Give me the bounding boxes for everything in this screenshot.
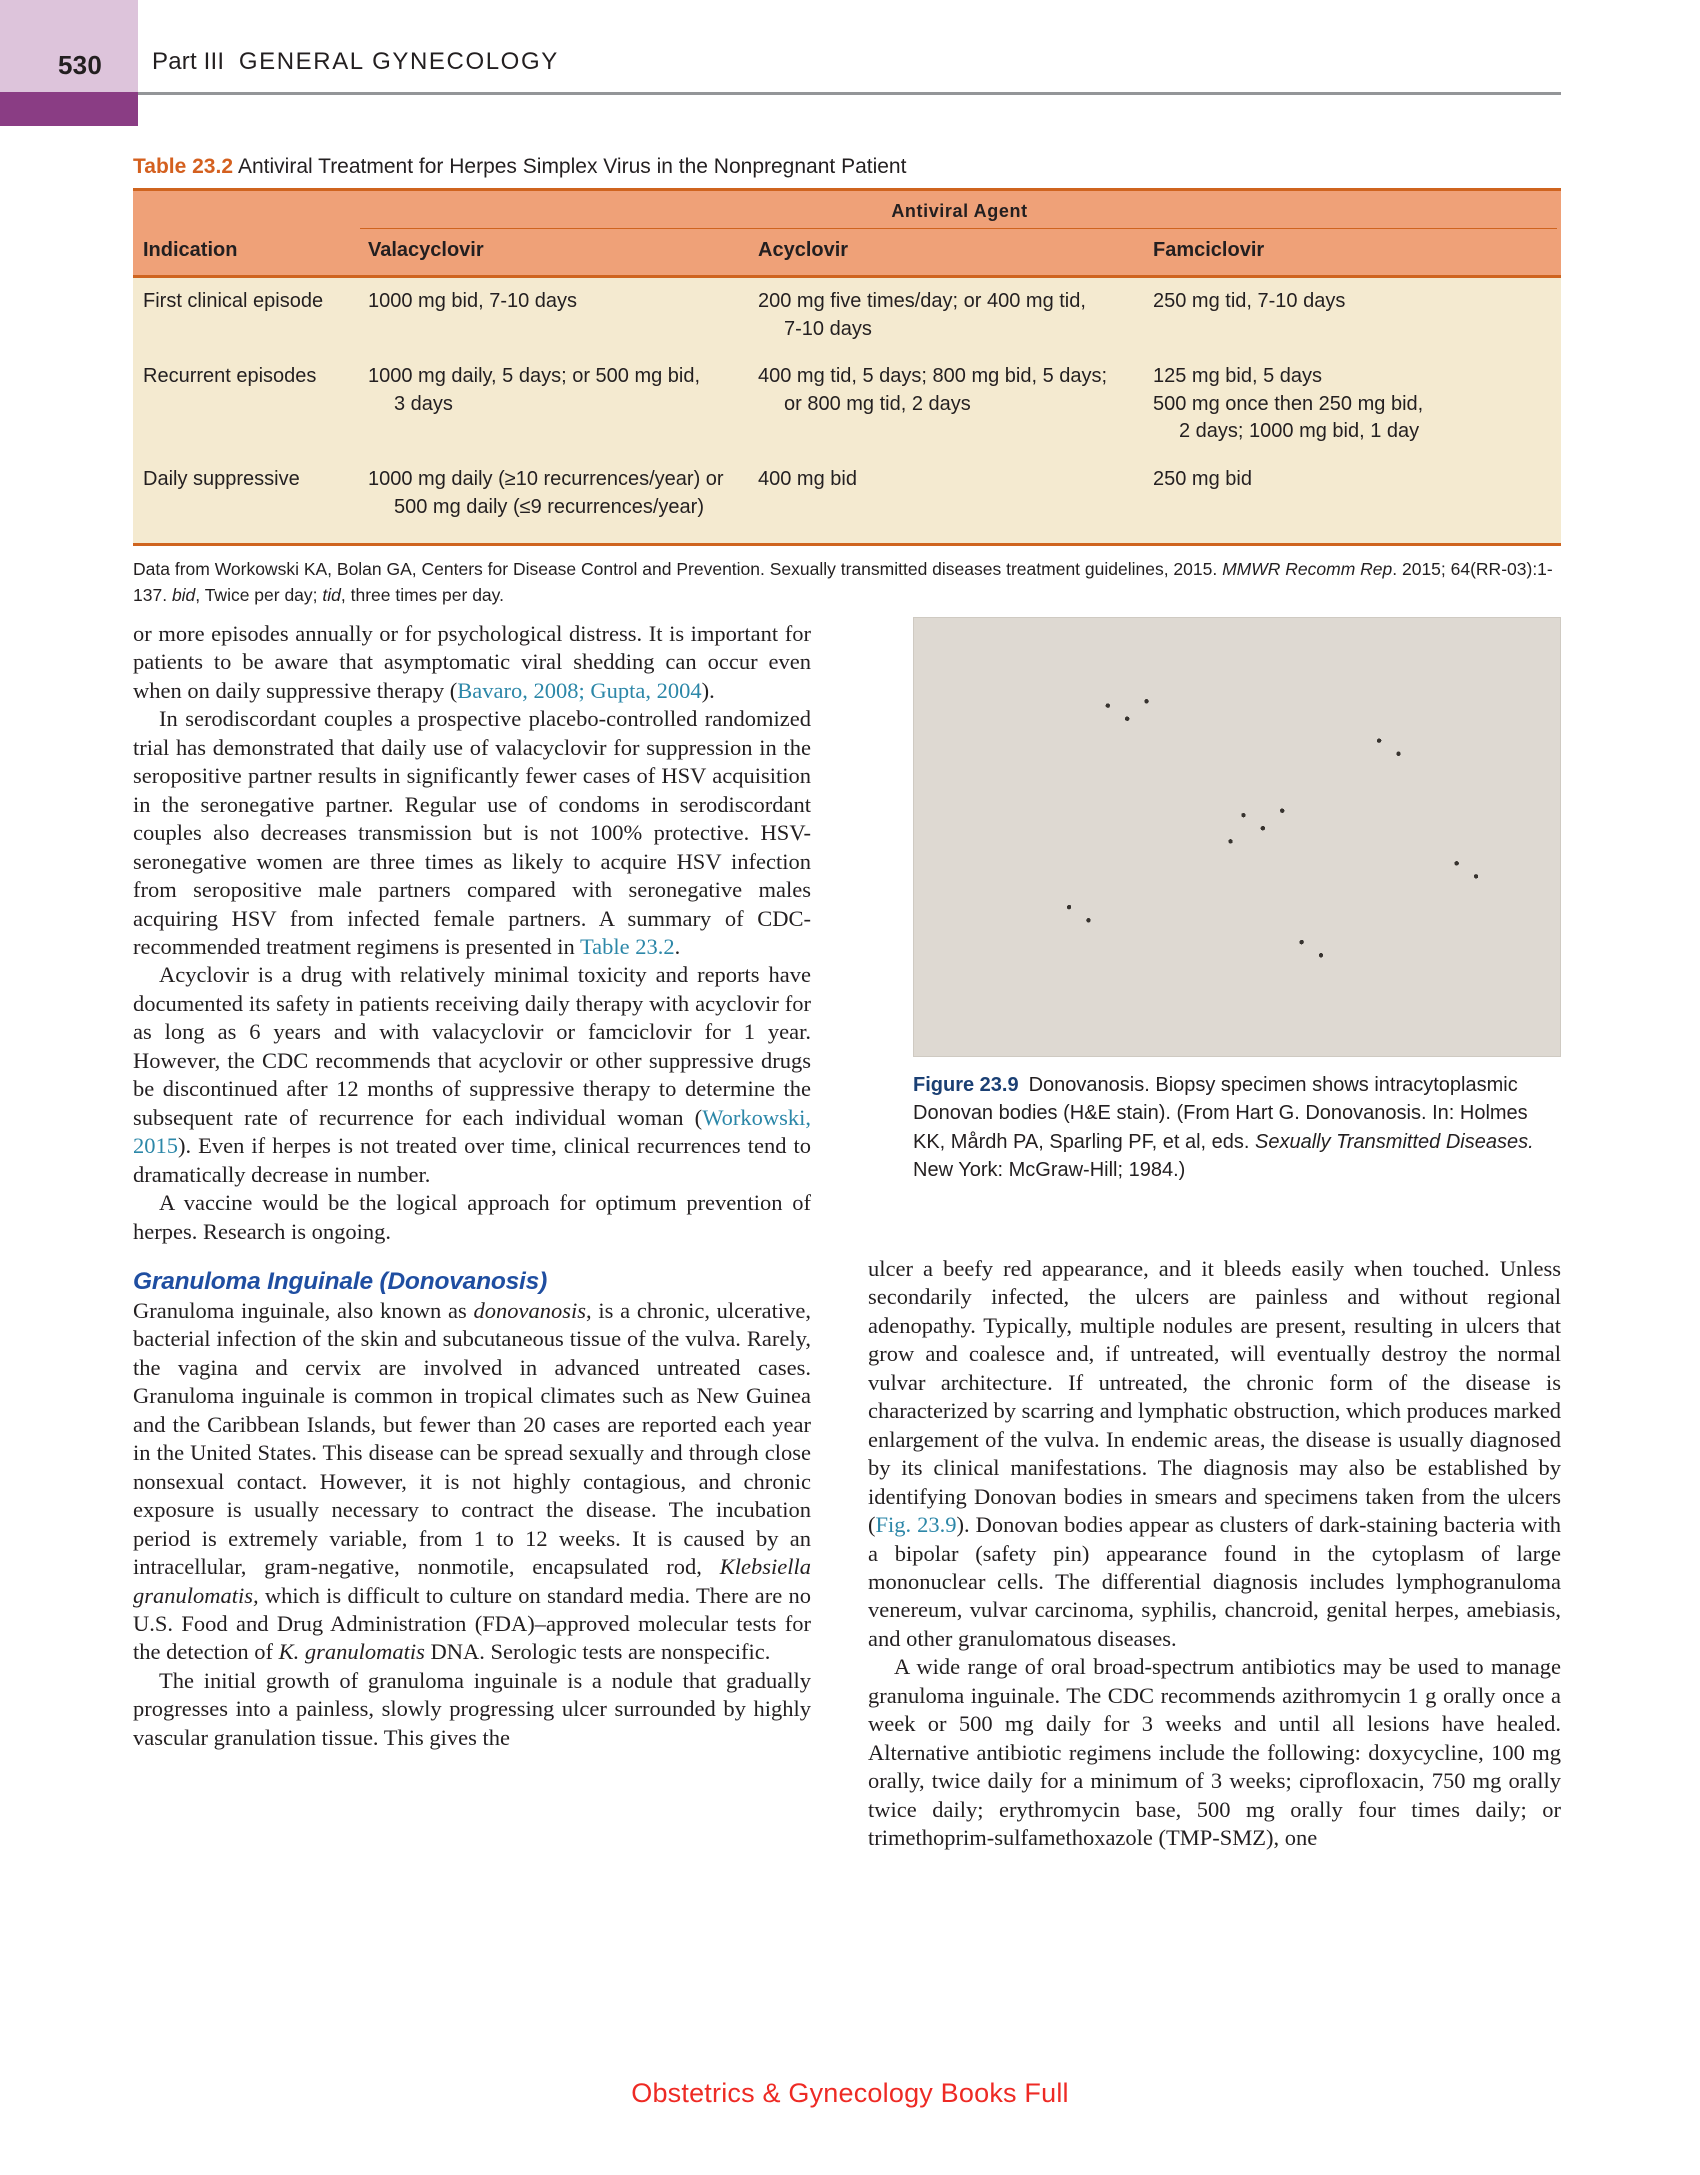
running-head-title xyxy=(152,48,559,76)
cell-indication: Daily suppressive xyxy=(133,456,358,543)
table-number: Table 23.2 xyxy=(133,155,233,178)
paragraph xyxy=(133,1297,811,1667)
italic-species-name: K. granulomatis xyxy=(278,1639,425,1665)
footer-watermark: Obstetrics & Gynecology Books Full xyxy=(631,2078,1069,2108)
column-header-valacyclovir: Valacyclovir xyxy=(358,229,748,277)
figure-caption-book-title: Sexually Transmitted Diseases. xyxy=(1255,1130,1534,1153)
group-header-spacer xyxy=(133,190,358,230)
cell-line: 500 mg daily (≤9 recurrences/year) xyxy=(394,495,704,518)
source-text: , Twice per day; xyxy=(195,584,323,605)
page-number: 530 xyxy=(58,50,102,80)
cell-line: 250 mg bid xyxy=(1153,467,1252,490)
paragraph: A wide range of oral broad-spectrum antibiotics may be used to manage granuloma inguinale. The CDC recommends azithromycin 1 g orally once a week or 500 mg daily for 3 weeks and until all lesions have healed. Alternative antibiotic regimens include the following: doxycycline, 100 mg orally, twice daily for a minimum of 3 weeks; ciprofloxacin, 750 mg orally twice daily; erythromycin base, 500 mg orally four times daily; or trimethoprim-sulfamethoxazole (TMP-SMZ), one xyxy=(868,1654,1561,1851)
paragraph: The initial growth of granuloma inguinale is a nodule that gradually progresses into a painless, slowly progressing ulcer surrounded by highly vascular granulation tissue. This gives the xyxy=(133,1667,811,1750)
cell-line: 1000 mg bid, 7-10 days xyxy=(368,290,578,312)
italic-term: donovanosis xyxy=(473,1297,587,1323)
table-row xyxy=(133,353,1561,456)
cell-famciclovir xyxy=(1143,353,1561,456)
column-header-acyclovir: Acyclovir xyxy=(748,229,1143,277)
page-tab-dark xyxy=(0,92,138,126)
table-23-2-block xyxy=(133,155,1561,608)
table-caption xyxy=(133,155,1561,179)
table-title: Antiviral Treatment for Herpes Simplex Virus in the Nonpregnant Patient xyxy=(238,155,907,178)
column-header-famciclovir: Famciclovir xyxy=(1143,229,1561,277)
paragraph-text: which is difficult to culture on standard media. There are no U.S. Food and Drug Administration (FDA)–approved molecular tests for the detection of xyxy=(133,1582,811,1665)
paragraph-text: ). Even if herpes is not treated over time, clinical recurrences tend to dramatically decrease in number. xyxy=(133,1133,811,1187)
abbrev-bid: bid xyxy=(171,584,196,605)
figure-cross-reference-link[interactable]: Fig. 23.9 xyxy=(875,1512,957,1538)
cell-valacyclovir xyxy=(358,353,748,456)
paragraph-text: . xyxy=(674,933,681,959)
left-text-column xyxy=(133,620,811,1752)
table-bottom-rule xyxy=(133,543,1561,546)
running-head-rule xyxy=(138,92,1561,95)
cell-line: 1000 mg daily, 5 days; or 500 mg bid, xyxy=(368,365,701,388)
cell-valacyclovir xyxy=(358,456,748,543)
section-label: GENERAL GYNECOLOGY xyxy=(238,48,559,75)
table-column-header-row xyxy=(133,229,1561,277)
source-journal: MMWR Recomm Rep xyxy=(1222,559,1393,580)
paragraph-text: ). xyxy=(701,677,715,703)
table-row xyxy=(133,277,1561,354)
figure-caption-text: New York: McGraw-Hill; 1984.) xyxy=(913,1159,1186,1182)
paragraph-text: Granuloma inguinale, also known as xyxy=(133,1297,474,1323)
cell-line: 500 mg once then 250 mg bid, xyxy=(1153,392,1424,415)
cell-line: 400 mg bid xyxy=(758,467,857,490)
cell-line: 200 mg five times/day; or 400 mg tid, xyxy=(758,290,1086,312)
paragraph xyxy=(868,1255,1561,1653)
paragraph-text: or more episodes annually or for psychological distress. It is important for patients to be aware that asymptomatic viral shedding can occur even when on daily suppressive therapy ( xyxy=(133,621,811,703)
cell-line: 400 mg tid, 5 days; 800 mg bid, 5 days; xyxy=(758,365,1108,388)
running-head xyxy=(0,0,1700,120)
cell-famciclovir xyxy=(1143,456,1561,543)
source-text: Data from Workowski KA, Bolan GA, Centers for Disease Control and Prevention. Sexually transmitted diseases treatment guidelines, 2015. xyxy=(133,559,1223,580)
cell-line: 7-10 days xyxy=(784,317,872,340)
cell-line: 250 mg tid, 7-10 days xyxy=(1153,290,1346,312)
paragraph-text: , is a chronic, ulcerative, bacterial infection of the skin and subcutaneous tissue of the vulva. Rarely, the vagina and cervix are involved in advanced untreated cases. Granuloma inguinale is common in tropical climates such as New Guinea and the Caribbean Islands, but fewer than 20 cases are reported each year in the United States. This disease can be spread sexually and through close nonsexual contact. However, it is not highly contagious, and chronic exposure is usually necessary to contract the disease. The incubation period is extremely variable, from 1 to 12 weeks. It is caused by an intracellular, gram-negative, nonmotile, encapsulated rod, xyxy=(133,1297,812,1580)
group-header-cell xyxy=(358,190,1561,230)
donovan-bodies-speckle xyxy=(914,618,1560,1056)
cell-valacyclovir xyxy=(358,277,748,354)
paragraph-text: DNA. Serologic tests are nonspecific. xyxy=(424,1639,771,1665)
antiviral-treatment-table xyxy=(133,188,1561,543)
table-cross-reference-link[interactable]: Table 23.2 xyxy=(579,933,675,959)
cell-acyclovir xyxy=(748,277,1143,354)
cell-indication: First clinical episode xyxy=(133,277,358,354)
group-header-label: Antiviral Agent xyxy=(891,201,1028,221)
paragraph-text: In serodiscordant couples a prospective placebo-controlled randomized trial has demonstrated that daily use of valacyclovir for suppression in the seropositive partner results in significantly fewer cases of HSV acquisition in the seronegative partner. Regular use of condoms in serodiscordant couples also decreases transmission but is not 100% protective. HSV-seronegative women are three times as likely to acquire HSV infection from seropositive male partners compared with seronegative males acquiring HSV from infected female partners. A summary of CDC-recommended treatment regimens is presented in xyxy=(133,706,811,959)
figure-23-9-block xyxy=(913,617,1561,1185)
paragraph xyxy=(133,961,811,1189)
figure-caption xyxy=(913,1071,1561,1185)
right-text-column xyxy=(868,1255,1561,1853)
table-group-header-row xyxy=(133,190,1561,230)
cell-acyclovir xyxy=(748,456,1143,543)
citation-link[interactable]: Bavaro, 2008; Gupta, 2004 xyxy=(457,677,702,703)
cell-line: 2 days; 1000 mg bid, 1 day xyxy=(1179,420,1420,443)
paragraph-text: ulcer a beefy red appearance, and it bleeds easily when touched. Unless secondarily infected, the ulcers are painless and without regional adenopathy. Typically, multiple nodules are present, resulting in ulcers that grow and coalesce and, if untreated, will eventually destroy the normal vulvar architecture. If untreated, the chronic form of the disease is characterized by scarring and lymphatic obstruction, which produces marked enlargement of the vulva. In endemic areas, the disease is usually diagnosed by its clinical manifestations. The diagnosis may also be established by identifying Donovan bodies in smears and specimens taken from the ulcers ( xyxy=(868,1256,1561,1538)
table-source-note xyxy=(133,557,1561,608)
figure-image-donovanosis-biopsy xyxy=(913,617,1561,1057)
abbrev-tid: tid xyxy=(322,584,341,605)
cell-line: 1000 mg daily (≥10 recurrences/year) or xyxy=(368,467,724,490)
source-text: . 2015; 64(RR-03):1-137. xyxy=(133,559,1553,605)
citation-link[interactable]: Workowski, 2015 xyxy=(133,1104,811,1159)
paragraph xyxy=(133,705,811,961)
cell-line: or 800 mg tid, 2 days xyxy=(784,392,971,415)
part-label: Part III xyxy=(152,48,225,75)
cell-famciclovir xyxy=(1143,277,1561,354)
cell-acyclovir xyxy=(748,353,1143,456)
column-header-indication: Indication xyxy=(133,229,358,277)
cell-line: 3 days xyxy=(394,392,453,415)
italic-species-name: Klebsiella granulomatis, xyxy=(133,1554,811,1608)
figure-caption-text: Donovanosis. Biopsy specimen shows intracytoplasmic Donovan bodies (H&E stain). (From Hart G. Donovanosis. In: Holmes KK, Mårdh PA, Sparling PF, et al, eds. xyxy=(913,1074,1528,1153)
paragraph: A vaccine would be the logical approach for optimum prevention of herpes. Research is ongoing. xyxy=(133,1190,811,1244)
cell-line: 125 mg bid, 5 days xyxy=(1153,365,1322,388)
source-text: , three times per day. xyxy=(340,584,504,605)
section-heading-granuloma-inguinale: Granuloma Inguinale (Donovanosis) xyxy=(133,1267,548,1295)
paragraph xyxy=(133,620,811,705)
figure-number: Figure 23.9 xyxy=(913,1074,1019,1096)
paragraph-text: ). Donovan bodies appear as clusters of dark-staining bacteria with a bipolar (safety pin) appearance found in the cytoplasm of large mononuclear cells. The differential diagnosis includes lymphogranuloma venereum, vulvar carcinoma, syphilis, chancroid, genital herpes, amebiasis, and other granulomatous diseases. xyxy=(868,1512,1561,1651)
table-row xyxy=(133,456,1561,543)
paragraph-text: Acyclovir is a drug with relatively minimal toxicity and reports have documented its safety in patients receiving daily therapy with acyclovir for as long as 6 years and with valacyclovir or famciclovir for 1 year. However, the CDC recommends that acyclovir or other suppressive drugs be discontinued after 12 months of suppressive therapy to determine the subsequent rate of recurrence for each individual woman ( xyxy=(133,962,811,1130)
cell-indication: Recurrent episodes xyxy=(133,353,358,456)
